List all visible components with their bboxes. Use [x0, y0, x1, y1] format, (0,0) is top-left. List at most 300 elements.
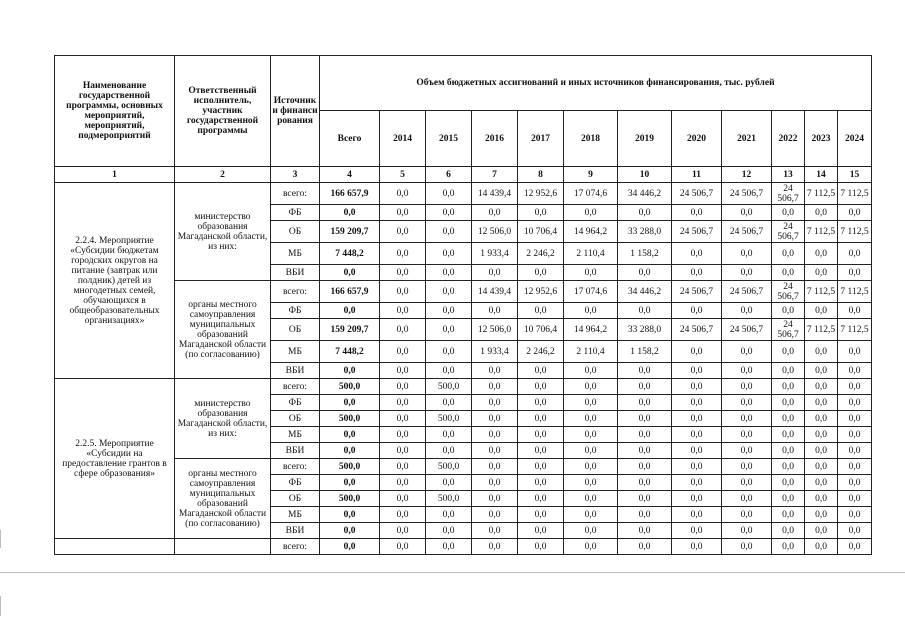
budget-table	[54, 55, 872, 555]
year-value: 0,0	[426, 539, 472, 555]
year-value: 0,0	[472, 363, 518, 379]
year-value: 0,0	[380, 265, 426, 281]
measure-name	[55, 539, 175, 555]
year-value: 2 110,4	[564, 243, 618, 265]
year-value: 0,0	[518, 475, 564, 491]
year-value: 1 158,2	[618, 341, 672, 363]
year-value: 0,0	[672, 523, 722, 539]
year-value: 0,0	[426, 475, 472, 491]
funding-source: ОБ	[271, 411, 320, 427]
year-value: 0,0	[380, 303, 426, 319]
table-row	[55, 539, 872, 555]
year-value: 0,0	[722, 379, 772, 395]
year-value: 14 964,2	[564, 319, 618, 341]
year-value: 0,0	[564, 363, 618, 379]
header-year: 2016	[472, 111, 518, 167]
year-value: 0,0	[672, 395, 722, 411]
total-value: 0,0	[320, 539, 380, 555]
scan-edge-mark	[0, 596, 1, 616]
year-value: 0,0	[426, 395, 472, 411]
year-value: 0,0	[380, 443, 426, 459]
year-value: 24 506,7	[672, 183, 722, 205]
total-value: 159 209,7	[320, 221, 380, 243]
header-year: 2021	[722, 111, 772, 167]
column-number: 15	[838, 167, 872, 183]
year-value: 0,0	[564, 475, 618, 491]
year-value: 0,0	[805, 243, 838, 265]
year-value: 0,0	[426, 319, 472, 341]
year-value: 0,0	[618, 265, 672, 281]
year-value: 0,0	[722, 243, 772, 265]
total-value: 0,0	[320, 205, 380, 221]
total-value: 0,0	[320, 303, 380, 319]
year-value: 0,0	[618, 443, 672, 459]
year-value: 0,0	[722, 205, 772, 221]
year-value: 2 110,4	[564, 341, 618, 363]
executor-name: органы местного самоуправления муниципальных образований Магаданской области (по согласованию)	[175, 459, 271, 539]
year-value: 0,0	[722, 303, 772, 319]
year-value: 0,0	[518, 411, 564, 427]
year-value: 0,0	[805, 205, 838, 221]
year-value: 0,0	[472, 523, 518, 539]
year-value: 0,0	[618, 427, 672, 443]
year-value: 0,0	[426, 523, 472, 539]
funding-source: ВБИ	[271, 443, 320, 459]
year-value: 33 288,0	[618, 319, 672, 341]
scan-edge-line	[0, 572, 905, 573]
year-value: 12 506,0	[472, 319, 518, 341]
year-value: 0,0	[838, 243, 872, 265]
year-value: 0,0	[838, 427, 872, 443]
year-value: 0,0	[722, 411, 772, 427]
year-value: 0,0	[772, 205, 805, 221]
year-value: 0,0	[722, 427, 772, 443]
column-number: 4	[320, 167, 380, 183]
year-value: 0,0	[564, 459, 618, 475]
year-value: 12 506,0	[472, 221, 518, 243]
year-value: 0,0	[564, 303, 618, 319]
header-executor: Ответственный исполнитель, участник государственной программы	[175, 56, 271, 167]
year-value: 0,0	[618, 539, 672, 555]
year-value: 12 952,6	[518, 281, 564, 303]
header-row-1	[55, 56, 872, 111]
year-value: 0,0	[838, 507, 872, 523]
header-year: 2014	[380, 111, 426, 167]
year-value: 0,0	[518, 507, 564, 523]
year-value: 0,0	[472, 205, 518, 221]
year-value: 0,0	[618, 411, 672, 427]
year-value: 0,0	[564, 491, 618, 507]
year-value: 0,0	[564, 379, 618, 395]
year-value: 0,0	[838, 491, 872, 507]
year-value: 0,0	[426, 265, 472, 281]
year-value: 0,0	[426, 303, 472, 319]
table-row	[55, 281, 872, 303]
funding-source: всего:	[271, 459, 320, 475]
year-value: 0,0	[838, 475, 872, 491]
column-number: 1	[55, 167, 175, 183]
year-value: 24 506,7	[672, 221, 722, 243]
year-value: 0,0	[564, 427, 618, 443]
funding-source: ОБ	[271, 221, 320, 243]
year-value: 24 506,7	[772, 281, 805, 303]
year-value: 0,0	[672, 411, 722, 427]
year-value: 0,0	[772, 341, 805, 363]
funding-source: МБ	[271, 243, 320, 265]
year-value: 0,0	[518, 265, 564, 281]
year-value: 0,0	[564, 507, 618, 523]
funding-source: всего:	[271, 379, 320, 395]
year-value: 0,0	[380, 205, 426, 221]
year-value: 0,0	[618, 491, 672, 507]
header-year: 2022	[772, 111, 805, 167]
year-value: 2 246,2	[518, 341, 564, 363]
year-value: 0,0	[564, 265, 618, 281]
year-value: 7 112,5	[838, 281, 872, 303]
year-value: 0,0	[838, 459, 872, 475]
year-value: 34 446,2	[618, 183, 672, 205]
year-value: 0,0	[618, 523, 672, 539]
year-value: 0,0	[838, 265, 872, 281]
year-value: 0,0	[472, 411, 518, 427]
year-value: 0,0	[672, 427, 722, 443]
year-value: 0,0	[426, 443, 472, 459]
year-value: 1 933,4	[472, 341, 518, 363]
year-value: 0,0	[564, 411, 618, 427]
year-value: 34 446,2	[618, 281, 672, 303]
year-value: 0,0	[380, 341, 426, 363]
year-value: 17 074,6	[564, 281, 618, 303]
header-year: 2018	[564, 111, 618, 167]
year-value: 0,0	[564, 205, 618, 221]
year-value: 24 506,7	[772, 319, 805, 341]
year-value: 0,0	[672, 507, 722, 523]
year-value: 0,0	[618, 475, 672, 491]
year-value: 24 506,7	[772, 221, 805, 243]
year-value: 0,0	[722, 363, 772, 379]
column-number: 14	[805, 167, 838, 183]
year-value: 0,0	[472, 265, 518, 281]
year-value: 0,0	[722, 443, 772, 459]
year-value: 0,0	[805, 411, 838, 427]
year-value: 0,0	[805, 459, 838, 475]
year-value: 0,0	[426, 427, 472, 443]
year-value: 0,0	[672, 205, 722, 221]
year-value: 0,0	[772, 475, 805, 491]
year-value: 0,0	[472, 443, 518, 459]
year-value: 0,0	[805, 523, 838, 539]
header-source: Источники финансирования	[271, 56, 320, 167]
column-number: 2	[175, 167, 271, 183]
year-value: 24 506,7	[722, 281, 772, 303]
total-value: 500,0	[320, 491, 380, 507]
year-value: 0,0	[838, 205, 872, 221]
year-value: 12 952,6	[518, 183, 564, 205]
measure-name: 2.2.5. Мероприятие «Субсидии на предоставление грантов в сфере образования»	[55, 379, 175, 539]
year-value: 0,0	[380, 459, 426, 475]
executor-name: органы местного самоуправления муниципальных образований Магаданской области (по согласованию)	[175, 281, 271, 379]
year-value: 7 112,5	[805, 281, 838, 303]
executor-name: министерство образования Магаданской области, из них:	[175, 379, 271, 459]
year-value: 0,0	[426, 341, 472, 363]
year-value: 0,0	[426, 507, 472, 523]
year-value: 0,0	[472, 491, 518, 507]
measure-name: 2.2.4. Мероприятие «Субсидии бюджетам городских округов на питание (завтрак или полдник) детей из многодетных семей, обучающихся в общеобразовательных организациях»	[55, 183, 175, 379]
year-value: 0,0	[380, 427, 426, 443]
year-value: 0,0	[838, 303, 872, 319]
year-value: 0,0	[518, 427, 564, 443]
year-value: 0,0	[672, 303, 722, 319]
year-value: 0,0	[772, 379, 805, 395]
year-value: 0,0	[380, 491, 426, 507]
funding-source: ВБИ	[271, 265, 320, 281]
column-number: 8	[518, 167, 564, 183]
column-number: 3	[271, 167, 320, 183]
total-value: 0,0	[320, 523, 380, 539]
year-value: 0,0	[472, 303, 518, 319]
year-value: 0,0	[805, 475, 838, 491]
year-value: 0,0	[564, 523, 618, 539]
column-number: 11	[672, 167, 722, 183]
year-value: 0,0	[618, 205, 672, 221]
total-value: 0,0	[320, 443, 380, 459]
year-value: 0,0	[838, 411, 872, 427]
funding-source: МБ	[271, 341, 320, 363]
header-year: 2017	[518, 111, 564, 167]
year-value: 0,0	[672, 539, 722, 555]
year-value: 0,0	[722, 475, 772, 491]
total-value: 0,0	[320, 363, 380, 379]
scan-edge-mark	[0, 530, 1, 548]
year-value: 0,0	[426, 363, 472, 379]
year-value: 0,0	[772, 539, 805, 555]
year-value: 0,0	[805, 379, 838, 395]
funding-source: МБ	[271, 507, 320, 523]
year-value: 24 506,7	[672, 319, 722, 341]
funding-source: всего:	[271, 539, 320, 555]
year-value: 1 158,2	[618, 243, 672, 265]
year-value: 0,0	[518, 363, 564, 379]
year-value: 0,0	[672, 243, 722, 265]
column-number: 6	[426, 167, 472, 183]
year-value: 1 933,4	[472, 243, 518, 265]
column-number: 12	[722, 167, 772, 183]
year-value: 0,0	[838, 443, 872, 459]
year-value: 24 506,7	[772, 183, 805, 205]
header-year: 2023	[805, 111, 838, 167]
year-value: 0,0	[518, 443, 564, 459]
total-value: 500,0	[320, 459, 380, 475]
year-value: 0,0	[426, 221, 472, 243]
funding-source: ФБ	[271, 475, 320, 491]
year-value: 0,0	[380, 395, 426, 411]
year-value: 0,0	[772, 523, 805, 539]
total-value: 7 448,2	[320, 243, 380, 265]
total-value: 7 448,2	[320, 341, 380, 363]
year-value: 0,0	[518, 491, 564, 507]
year-value: 0,0	[380, 221, 426, 243]
year-value: 0,0	[518, 379, 564, 395]
total-value: 0,0	[320, 427, 380, 443]
column-number: 10	[618, 167, 672, 183]
year-value: 0,0	[772, 265, 805, 281]
year-value: 0,0	[838, 539, 872, 555]
year-value: 0,0	[518, 523, 564, 539]
funding-source: ВБИ	[271, 523, 320, 539]
total-value: 159 209,7	[320, 319, 380, 341]
year-value: 0,0	[672, 379, 722, 395]
year-value: 0,0	[426, 281, 472, 303]
year-value: 0,0	[772, 491, 805, 507]
funding-source: ФБ	[271, 205, 320, 221]
year-value: 0,0	[772, 459, 805, 475]
year-value: 0,0	[472, 475, 518, 491]
year-value: 0,0	[472, 507, 518, 523]
year-value: 0,0	[426, 205, 472, 221]
year-value: 0,0	[722, 523, 772, 539]
year-value: 500,0	[426, 379, 472, 395]
year-value: 0,0	[472, 379, 518, 395]
year-value: 500,0	[426, 459, 472, 475]
year-value: 7 112,5	[838, 183, 872, 205]
total-value: 0,0	[320, 507, 380, 523]
year-value: 0,0	[618, 379, 672, 395]
total-value: 500,0	[320, 411, 380, 427]
year-value: 0,0	[672, 363, 722, 379]
year-value: 10 706,4	[518, 221, 564, 243]
year-value: 0,0	[472, 395, 518, 411]
year-value: 0,0	[518, 459, 564, 475]
table-row	[55, 379, 872, 395]
year-value: 0,0	[805, 341, 838, 363]
total-value: 500,0	[320, 379, 380, 395]
year-value: 0,0	[618, 303, 672, 319]
total-value: 166 657,9	[320, 183, 380, 205]
column-number: 7	[472, 167, 518, 183]
year-value: 0,0	[472, 459, 518, 475]
year-value: 0,0	[805, 363, 838, 379]
year-value: 0,0	[518, 205, 564, 221]
column-number-row	[55, 167, 872, 183]
year-value: 0,0	[564, 395, 618, 411]
year-value: 0,0	[805, 427, 838, 443]
year-value: 0,0	[380, 539, 426, 555]
total-value: 0,0	[320, 475, 380, 491]
header-name: Наименование государственной программы, основных мероприятий, мероприятий, подмероприятий	[55, 56, 175, 167]
year-value: 24 506,7	[672, 281, 722, 303]
year-value: 7 112,5	[838, 319, 872, 341]
header-total: Всего	[320, 111, 380, 167]
column-number: 13	[772, 167, 805, 183]
year-value: 0,0	[564, 539, 618, 555]
year-value: 10 706,4	[518, 319, 564, 341]
year-value: 0,0	[838, 523, 872, 539]
year-value: 0,0	[772, 395, 805, 411]
year-value: 0,0	[618, 459, 672, 475]
funding-source: ФБ	[271, 395, 320, 411]
year-value: 0,0	[722, 341, 772, 363]
year-value: 0,0	[772, 363, 805, 379]
year-value: 0,0	[838, 395, 872, 411]
year-value: 0,0	[722, 265, 772, 281]
column-number: 9	[564, 167, 618, 183]
year-value: 0,0	[672, 475, 722, 491]
year-value: 0,0	[380, 243, 426, 265]
year-value: 0,0	[380, 523, 426, 539]
year-value: 0,0	[518, 395, 564, 411]
year-value: 0,0	[672, 459, 722, 475]
year-value: 0,0	[838, 379, 872, 395]
year-value: 0,0	[805, 265, 838, 281]
year-value: 0,0	[672, 341, 722, 363]
year-value: 0,0	[772, 243, 805, 265]
funding-source: ФБ	[271, 303, 320, 319]
year-value: 0,0	[805, 507, 838, 523]
year-value: 0,0	[838, 363, 872, 379]
year-value: 7 112,5	[805, 319, 838, 341]
year-value: 0,0	[722, 507, 772, 523]
year-value: 0,0	[805, 491, 838, 507]
year-value: 0,0	[672, 443, 722, 459]
year-value: 0,0	[472, 539, 518, 555]
year-value: 24 506,7	[722, 319, 772, 341]
year-value: 0,0	[772, 303, 805, 319]
year-value: 0,0	[426, 183, 472, 205]
header-year: 2020	[672, 111, 722, 167]
year-value: 0,0	[772, 427, 805, 443]
header-year: 2015	[426, 111, 472, 167]
year-value: 0,0	[380, 183, 426, 205]
year-value: 14 964,2	[564, 221, 618, 243]
year-value: 0,0	[805, 395, 838, 411]
header-year: 2019	[618, 111, 672, 167]
header-year: 2024	[838, 111, 872, 167]
total-value: 166 657,9	[320, 281, 380, 303]
funding-source: ВБИ	[271, 363, 320, 379]
year-value: 0,0	[805, 539, 838, 555]
header-volume: Объем бюджетных ассигнований и иных источников финансирования, тыс. рублей	[320, 56, 872, 111]
total-value: 0,0	[320, 265, 380, 281]
year-value: 2 246,2	[518, 243, 564, 265]
column-number: 5	[380, 167, 426, 183]
executor-name	[175, 539, 271, 555]
year-value: 24 506,7	[722, 221, 772, 243]
year-value: 0,0	[564, 443, 618, 459]
total-value: 0,0	[320, 395, 380, 411]
year-value: 17 074,6	[564, 183, 618, 205]
year-value: 0,0	[772, 507, 805, 523]
year-value: 0,0	[518, 303, 564, 319]
year-value: 0,0	[672, 265, 722, 281]
funding-source: МБ	[271, 427, 320, 443]
year-value: 0,0	[518, 539, 564, 555]
funding-source: ОБ	[271, 319, 320, 341]
year-value: 14 439,4	[472, 183, 518, 205]
year-value: 7 112,5	[838, 221, 872, 243]
executor-name: министерство образования Магаданской области, из них:	[175, 183, 271, 281]
year-value: 500,0	[426, 491, 472, 507]
year-value: 500,0	[426, 411, 472, 427]
year-value: 0,0	[838, 341, 872, 363]
table-row	[55, 183, 872, 205]
year-value: 14 439,4	[472, 281, 518, 303]
year-value: 7 112,5	[805, 183, 838, 205]
year-value: 0,0	[722, 539, 772, 555]
year-value: 0,0	[380, 281, 426, 303]
year-value: 0,0	[380, 363, 426, 379]
year-value: 0,0	[618, 363, 672, 379]
year-value: 0,0	[722, 459, 772, 475]
